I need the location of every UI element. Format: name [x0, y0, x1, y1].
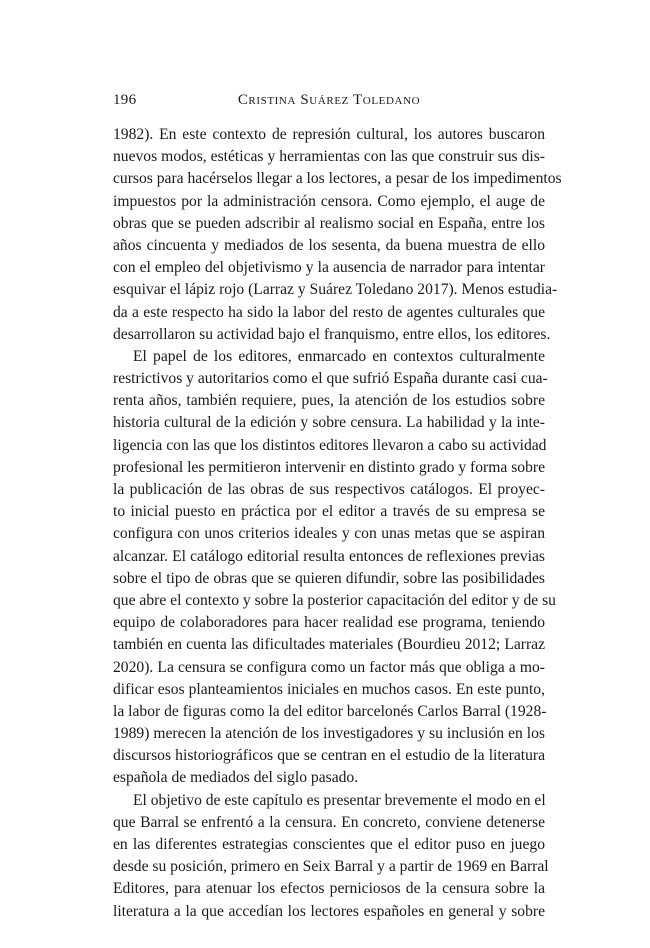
text-line: El papel de los editores, enmarcado en contextos culturalmente [133, 347, 545, 365]
text-line: cursos para hacérselos llegar a los lectores, a pesar de los impedimentos [113, 170, 562, 188]
text-line: 1989) merecen la atención de los investigadores y su inclusión en los [113, 725, 545, 743]
text-line: restrictivos y autoritarios como el que sufrió España durante casi cua- [113, 370, 548, 388]
text-line: obras que se pueden adscribir al realismo social en España, entre los [113, 214, 545, 232]
text-line: alcanzar. El catálogo editorial resulta entonces de reflexiones previas [113, 547, 545, 565]
page-number: 196 [113, 92, 137, 108]
text-line: configura con unos criterios ideales y con unas metas que se aspiran [113, 525, 545, 543]
text-line: que abre el contexto y sobre la posterior capacitación del editor y de su [113, 591, 556, 609]
text-line: años cincuenta y mediados de los sesenta, da buena muestra de ello [113, 236, 545, 254]
text-line: discursos historiográficos que se centran en el estudio de la literatura [113, 747, 545, 765]
text-line: da a este respecto ha sido la labor del resto de agentes culturales que [113, 303, 545, 321]
text-line: con el empleo del objetivismo y la ausencia de narrador para intentar [113, 259, 545, 277]
text-line: El objetivo de este capítulo es presentar brevemente el modo en el [133, 791, 546, 809]
text-line: desarrollaron su actividad bajo el franquismo, entre ellos, los editores. [113, 325, 551, 343]
running-title: Cristina Suárez Toledano [237, 92, 421, 108]
text-line: equipo de colaboradores para hacer realidad ese programa, teniendo [113, 614, 545, 632]
text-line: renta años, también requiere, pues, la atención de los estudios sobre [113, 392, 545, 410]
text-line: historia cultural de la edición y sobre censura. La habilidad y la inte- [113, 414, 545, 432]
paragraph-1 [113, 124, 562, 346]
text-line: española de mediados del siglo pasado. [113, 769, 359, 787]
paragraph-2 [113, 346, 556, 790]
text-line: ligencia con las que los distintos editores llevaron a cabo su actividad [113, 436, 547, 454]
text-line: to inicial puesto en práctica por el editor a través de su empresa se [113, 503, 545, 521]
body-text [113, 124, 562, 923]
text-line: desde su posición, primero en Seix Barral y a partir de 1969 en Barral [113, 858, 549, 876]
text-line: nuevos modos, estéticas y herramientas con las que construir sus dis- [113, 148, 545, 166]
text-line: que Barral se enfrentó a la censura. En concreto, conviene detenerse [113, 813, 545, 831]
text-line: profesional les permitieron intervenir en distinto grado y forma sobre [113, 458, 545, 476]
text-line: 2020). La censura se configura como un factor más que obliga a mo- [113, 658, 545, 676]
text-line: literatura a la que accedían los lectores españoles en general y sobre [113, 902, 545, 920]
text-line: la publicación de las obras de sus respectivos catálogos. El proyec- [113, 481, 545, 498]
text-line: también en cuenta las dificultades materiales (Bourdieu 2012; Larraz [113, 636, 545, 654]
text-line: 1982). En este contexto de represión cultural, los autores buscaron [113, 126, 545, 143]
paragraph-3 [113, 790, 549, 923]
text-line: la labor de figuras como la del editor barcelonés Carlos Barral (1928- [113, 702, 547, 720]
text-line: en las diferentes estrategias conscientes que el editor puso en juego [113, 836, 545, 853]
page-header [113, 92, 545, 112]
text-line: impuestos por la administración censora. Como ejemplo, el auge de [113, 192, 545, 210]
text-line: sobre el tipo de obras que se quieren difundir, sobre las posibilidades [113, 569, 545, 587]
text-line: Editores, para atenuar los efectos perniciosos de la censura sobre la [113, 880, 545, 898]
text-line: esquivar el lápiz rojo (Larraz y Suárez Toledano 2017). Menos estudia- [113, 281, 558, 299]
text-line: dificar esos planteamientos iniciales en muchos casos. En este punto, [113, 680, 545, 698]
